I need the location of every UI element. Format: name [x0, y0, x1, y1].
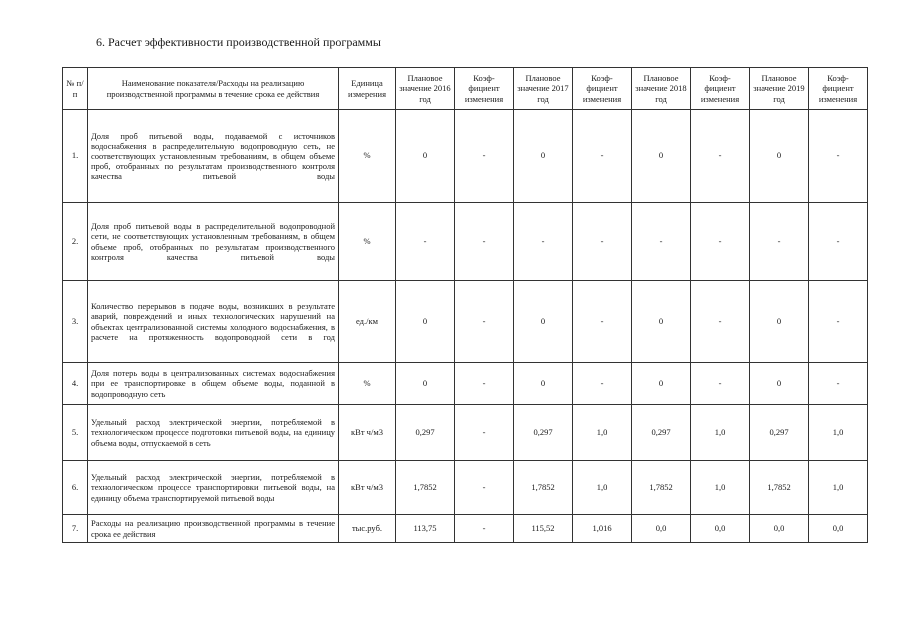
value-coef-2019: 0,0	[809, 515, 868, 543]
value-coef-2019: 1,0	[809, 461, 868, 515]
row-indicator-name: Расходы на реализацию производственной программы в течение срока ее действия	[88, 515, 339, 543]
value-plan-2017: 0	[514, 110, 573, 203]
row-unit: ед./км	[339, 281, 396, 363]
value-coef-2018: 1,0	[691, 405, 750, 461]
header-coef-2019: Коэф- фициент изменения	[809, 68, 868, 110]
value-plan-2018: 0,0	[632, 515, 691, 543]
row-indicator-name: Доля проб питьевой воды, подаваемой с источников водоснабжения в распределительную водопроводную сеть, не соответствующих установленным требованиям, в общем объеме проб, отобранных по результатам производственного контроля качества питьевой воды	[88, 110, 339, 203]
value-coef-2017: 1,0	[573, 405, 632, 461]
table-header-row	[63, 68, 868, 110]
value-coef-2017: -	[573, 363, 632, 405]
row-number: 3.	[63, 281, 88, 363]
table-row	[63, 515, 868, 543]
value-plan-2016: 1,7852	[396, 461, 455, 515]
value-plan-2016: 113,75	[396, 515, 455, 543]
value-coef-2016: -	[455, 515, 514, 543]
row-number: 2.	[63, 203, 88, 281]
value-plan-2016: 0	[396, 363, 455, 405]
value-coef-2017: -	[573, 110, 632, 203]
value-coef-2019: -	[809, 110, 868, 203]
value-coef-2018: -	[691, 281, 750, 363]
value-coef-2017: -	[573, 281, 632, 363]
header-coef-2018: Коэф- фициент изменения	[691, 68, 750, 110]
row-unit: %	[339, 203, 396, 281]
value-plan-2017: 1,7852	[514, 461, 573, 515]
value-plan-2017: 0	[514, 363, 573, 405]
value-plan-2018: 0	[632, 363, 691, 405]
table-row	[63, 461, 868, 515]
row-indicator-name: Доля проб питьевой воды в распределительной водопроводной сети, не соответствующих установленным требованиям, в общем объеме проб, отобранных по результатам производственного контроля качества питьевой воды	[88, 203, 339, 281]
row-unit: %	[339, 110, 396, 203]
value-coef-2018: 0,0	[691, 515, 750, 543]
value-plan-2017: 115,52	[514, 515, 573, 543]
value-plan-2019: -	[750, 203, 809, 281]
row-unit: %	[339, 363, 396, 405]
value-plan-2019: 0	[750, 110, 809, 203]
value-plan-2018: 0	[632, 281, 691, 363]
value-coef-2016: -	[455, 405, 514, 461]
value-coef-2016: -	[455, 110, 514, 203]
row-number: 5.	[63, 405, 88, 461]
row-indicator-name: Удельный расход электрической энергии, потребляемой в технологическом процессе подготовки питьевой воды, на единицу объема воды, отпускаемой в сеть	[88, 405, 339, 461]
value-plan-2017: 0,297	[514, 405, 573, 461]
row-number: 4.	[63, 363, 88, 405]
value-plan-2016: -	[396, 203, 455, 281]
value-coef-2018: -	[691, 110, 750, 203]
value-plan-2019: 1,7852	[750, 461, 809, 515]
header-plan-2017: Плановое значение 2017 год	[514, 68, 573, 110]
table-row	[63, 405, 868, 461]
value-plan-2016: 0,297	[396, 405, 455, 461]
table-row	[63, 110, 868, 203]
value-coef-2017: 1,0	[573, 461, 632, 515]
value-plan-2016: 0	[396, 281, 455, 363]
efficiency-table	[62, 67, 868, 543]
header-coef-2016: Коэф- фициент изменения	[455, 68, 514, 110]
value-plan-2017: -	[514, 203, 573, 281]
value-coef-2017: -	[573, 203, 632, 281]
row-number: 1.	[63, 110, 88, 203]
value-coef-2018: 1,0	[691, 461, 750, 515]
row-indicator-name: Количество перерывов в подаче воды, возникших в результате аварий, повреждений и иных технологических нарушений на объектах централизованной системы холодного водоснабжения, в расчете на протяженность водопроводной сети в год	[88, 281, 339, 363]
value-plan-2018: -	[632, 203, 691, 281]
header-unit: Единица измерения	[339, 68, 396, 110]
header-plan-2016: Плановое значение 2016 год	[396, 68, 455, 110]
value-coef-2016: -	[455, 281, 514, 363]
header-plan-2018: Плановое значение 2018 год	[632, 68, 691, 110]
header-number: № п/п	[63, 68, 88, 110]
row-unit: тыс.руб.	[339, 515, 396, 543]
value-plan-2018: 0,297	[632, 405, 691, 461]
row-number: 7.	[63, 515, 88, 543]
row-unit: кВт ч/м3	[339, 405, 396, 461]
value-plan-2019: 0	[750, 363, 809, 405]
value-coef-2016: -	[455, 363, 514, 405]
value-plan-2018: 0	[632, 110, 691, 203]
header-coef-2017: Коэф- фициент изменения	[573, 68, 632, 110]
value-plan-2018: 1,7852	[632, 461, 691, 515]
value-coef-2018: -	[691, 203, 750, 281]
header-indicator-name: Наименование показателя/Расходы на реализацию производственной программы в течение срока ее действия	[88, 68, 339, 110]
row-number: 6.	[63, 461, 88, 515]
value-coef-2017: 1,016	[573, 515, 632, 543]
section-heading: 6. Расчет эффективности производственной программы	[96, 35, 381, 49]
value-coef-2019: 1,0	[809, 405, 868, 461]
value-plan-2019: 0	[750, 281, 809, 363]
table-row	[63, 363, 868, 405]
value-plan-2019: 0,297	[750, 405, 809, 461]
table-row	[63, 203, 868, 281]
table-row	[63, 281, 868, 363]
value-plan-2019: 0,0	[750, 515, 809, 543]
value-coef-2019: -	[809, 363, 868, 405]
value-coef-2019: -	[809, 203, 868, 281]
value-coef-2016: -	[455, 203, 514, 281]
header-plan-2019: Плановое значение 2019 год	[750, 68, 809, 110]
value-plan-2017: 0	[514, 281, 573, 363]
value-plan-2016: 0	[396, 110, 455, 203]
value-coef-2019: -	[809, 281, 868, 363]
row-unit: кВт ч/м3	[339, 461, 396, 515]
value-coef-2018: -	[691, 363, 750, 405]
value-coef-2016: -	[455, 461, 514, 515]
row-indicator-name: Удельный расход электрической энергии, потребляемой в технологическом процессе транспортировки питьевой воды, на единицу объема транспортируемой питьевой воды	[88, 461, 339, 515]
row-indicator-name: Доля потерь воды в централизованных системах водоснабжения при ее транспортировке в общем объеме воды, поданной в водопроводную сеть	[88, 363, 339, 405]
